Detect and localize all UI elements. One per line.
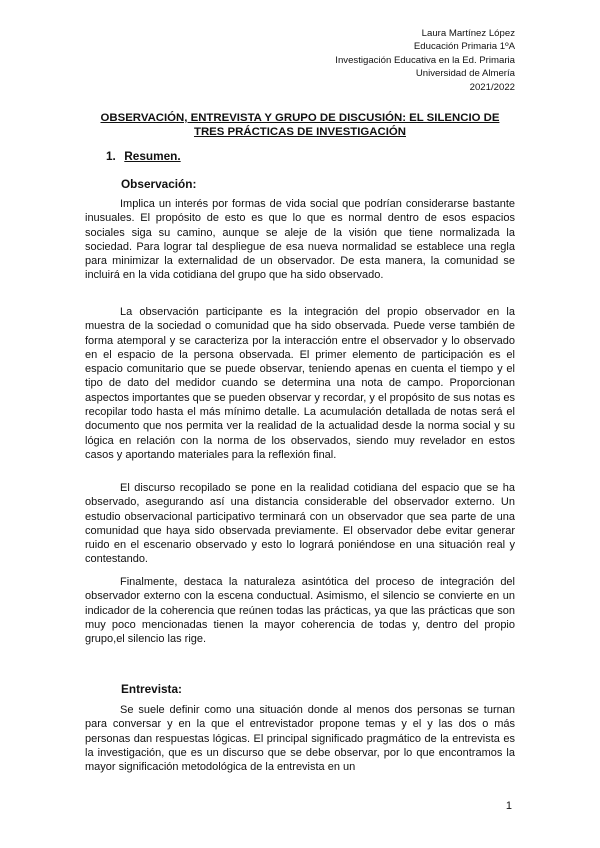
paragraph: Finalmente, destaca la naturaleza asintótica del proceso de integración del observador externo con la escena conductual. Asimismo, el silencio se convierte en un indicador de la coherencia que reúnen todas las prácticas, ya que las prácticas que son muy poco mencionadas tienen la mayor coherencia de todas y, dentro del propio grupo,el silencio las rige. xyxy=(85,576,515,646)
document-title: OBSERVACIÓN, ENTREVISTA Y GRUPO DE DISCUSIÓN: EL SILENCIO DE TRES PRÁCTICAS DE INVESTIGACIÓN xyxy=(100,112,500,138)
paragraph: El discurso recopilado se pone en la realidad cotidiana del espacio que se ha observado, asegurando así una distancia considerable del observador externo. Un estudio observacional participativo terminará con un observador que sea parte de una comunidad que haya sido observada previamente. El observador debe evitar generar ruido en el escenario observado y esto lo logrará poniéndose en una situación real y contestando. xyxy=(85,482,515,566)
paragraph: Se suele definir como una situación donde al menos dos personas se turnan para conversar y en la que el entrevistador propone temas y el y las dos o más personas dan respuestas lógicas. El principal significado pragmático de la entrevista es la investigación, que es un discurso que se debe observar, por lo que encontramos la mayor significación metodológica de la entrevista en un xyxy=(85,704,515,774)
section-number: 1. xyxy=(106,149,116,163)
academic-year: 2021/2022 xyxy=(469,81,515,93)
section-title: Resumen. xyxy=(124,149,181,163)
subheading-entrevista: Entrevista: xyxy=(121,682,182,696)
subheading-observacion: Observación: xyxy=(121,177,197,191)
paragraph: Implica un interés por formas de vida social que podrían considerarse bastante inusuales. El propósito de esto es que lo que es normal dentro de esos espacios sociales siga su camino, aunque se aleje de la visión que tiene normalizada la sociedad. Para lograr tal despliegue de esa nueva normalidad se establece una regla para minimizar la externalidad de un observador. De esta manera, la comunidad se incluirá en la vida cotidiana del grupo que ha sido observado. xyxy=(85,198,515,282)
subject-name: Investigación Educativa en la Ed. Primaria xyxy=(335,54,515,66)
university-name: Universidad de Almería xyxy=(415,68,515,80)
course-name: Educación Primaria 1ºA xyxy=(413,41,515,53)
section-heading-resumen xyxy=(106,149,181,163)
page-number: 1 xyxy=(505,800,512,812)
author-name: Laura Martínez López xyxy=(421,28,515,39)
paragraph: La observación participante es la integración del propio observador en la muestra de la sociedad o comunidad que ha sido observada. Puede verse también de forma atemporal y se caracteriza por la interacción entre el observador y lo observado en el espacio de la persona observada. El primer elemento de participación es el espacio comunitario que se puede observar, teniendo apenas en cuenta el tiempo y el tipo de dato del medidor cuando se determina una nota de campo. Proporcionan aspectos importantes que se pueden observar y recordar, y el propósito de sus notas es recopilar todo hasta el más mínimo detalle. La acumulación detallada de notas será el documento que nos permita ver la realidad de la actualidad desde la norma social y su lógica en relación con la norma de los observados, siendo muy revelador en estos casos y aportando materiales para la reflexión final. xyxy=(85,306,515,461)
document-header xyxy=(335,27,515,94)
